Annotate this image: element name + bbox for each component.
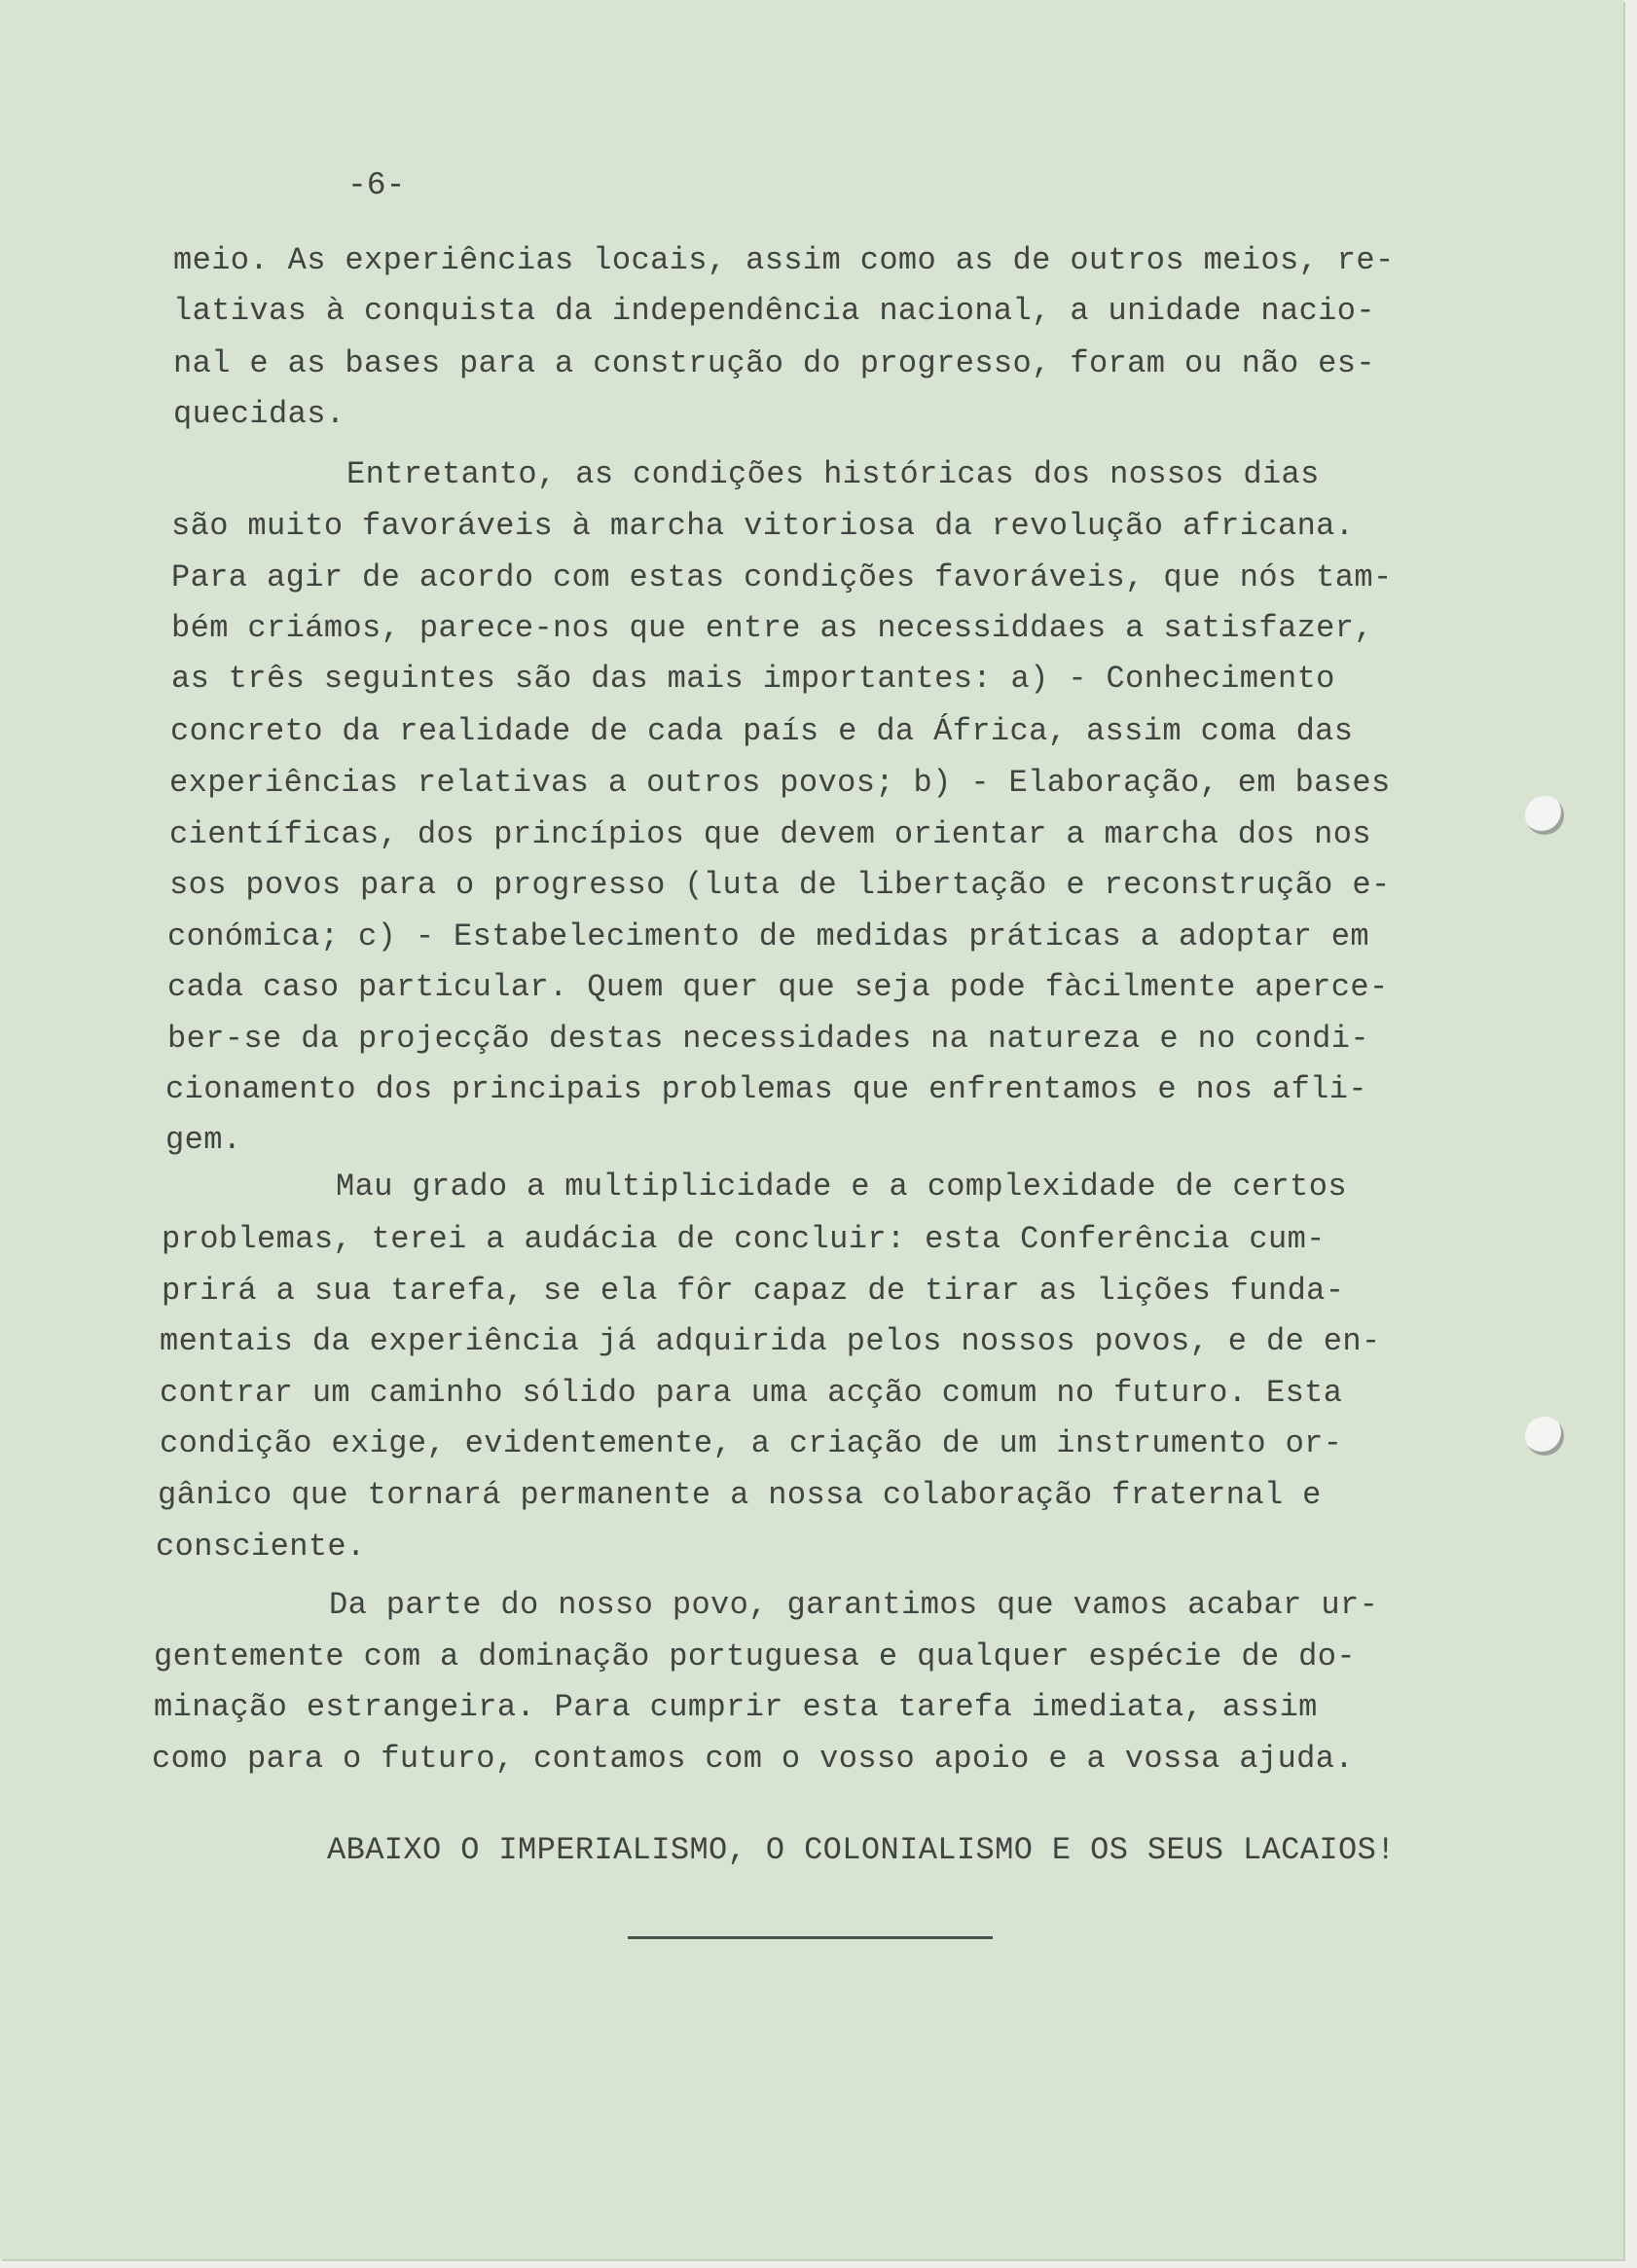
closing-slogan: ABAIXO O IMPERIALISMO, O COLONIALISMO E OS SEUS LACAIOS! [327, 1832, 1396, 1868]
punch-hole [1525, 1417, 1564, 1456]
body-line: Para agir de acordo com estas condições favoráveis, que nós tam- [171, 559, 1393, 595]
body-line: Entretanto, as condições históricas dos nossos dias [346, 456, 1320, 492]
body-line: cionamento dos principais problemas que enfrentamos e nos afli- [165, 1071, 1367, 1107]
body-line: gentemente com a dominação portuguesa e qualquer espécie de do- [154, 1638, 1356, 1674]
body-line: conómica; c) - Estabelecimento de medidas práticas a adoptar em [167, 918, 1369, 954]
body-line: gânico que tornará permanente a nossa colaboração fraternal e [158, 1477, 1322, 1513]
body-line: são muito favoráveis à marcha vitoriosa da revolução africana. [171, 508, 1355, 544]
closing-rule [628, 1936, 993, 1939]
body-line: sos povos para o progresso (luta de libertação e reconstrução e- [169, 867, 1391, 903]
body-line: problemas, terei a audácia de concluir: esta Conferência cum- [162, 1221, 1326, 1257]
body-line: quecidas. [173, 396, 346, 432]
body-line: contrar um caminho sólido para uma acção comum no futuro. Esta [160, 1375, 1343, 1411]
body-line: ber-se da projecção destas necessidades na natureza e no condi- [167, 1021, 1369, 1057]
punch-hole [1525, 796, 1564, 835]
body-line: experiências relativas a outros povos; b) - Elaboração, em bases [169, 765, 1391, 801]
body-line: mentais da experiência já adquirida pelos nossos povos, e de en- [160, 1323, 1381, 1359]
body-line: gem. [165, 1122, 242, 1158]
body-line: prirá a sua tarefa, se ela fôr capaz de tirar as lições funda- [162, 1273, 1345, 1309]
body-line: condição exige, evidentemente, a criação de um instrumento or- [160, 1425, 1343, 1461]
body-line: como para o futuro, contamos com o vosso apoio e a vossa ajuda. [152, 1741, 1354, 1777]
body-line: científicas, dos princípios que devem orientar a marcha dos nos [169, 816, 1371, 852]
body-line: concreto da realidade de cada país e da África, assim coma das [170, 713, 1354, 749]
body-line: meio. As experiências locais, assim como as de outros meios, re- [173, 242, 1395, 278]
body-line: Da parte do nosso povo, garantimos que vamos acabar ur- [329, 1587, 1379, 1623]
body-line: consciente. [156, 1529, 366, 1565]
body-line: nal e as bases para a construção do progresso, foram ou não es- [173, 345, 1375, 381]
body-line: minação estrangeira. Para cumprir esta tarefa imediata, assim [154, 1689, 1318, 1725]
body-line: as três seguintes são das mais importantes: a) - Conhecimento [171, 661, 1335, 697]
body-line: Mau grado a multiplicidade e a complexidade de certos [336, 1169, 1347, 1205]
page-number: -6- [347, 167, 406, 203]
body-line: cada caso particular. Quem quer que seja pode fàcilmente aperce- [167, 969, 1389, 1005]
body-line: lativas à conquista da independência nacional, a unidade nacio- [173, 293, 1375, 329]
body-line: bém criámos, parece-nos que entre as necessiddaes a satisfazer, [171, 610, 1373, 646]
